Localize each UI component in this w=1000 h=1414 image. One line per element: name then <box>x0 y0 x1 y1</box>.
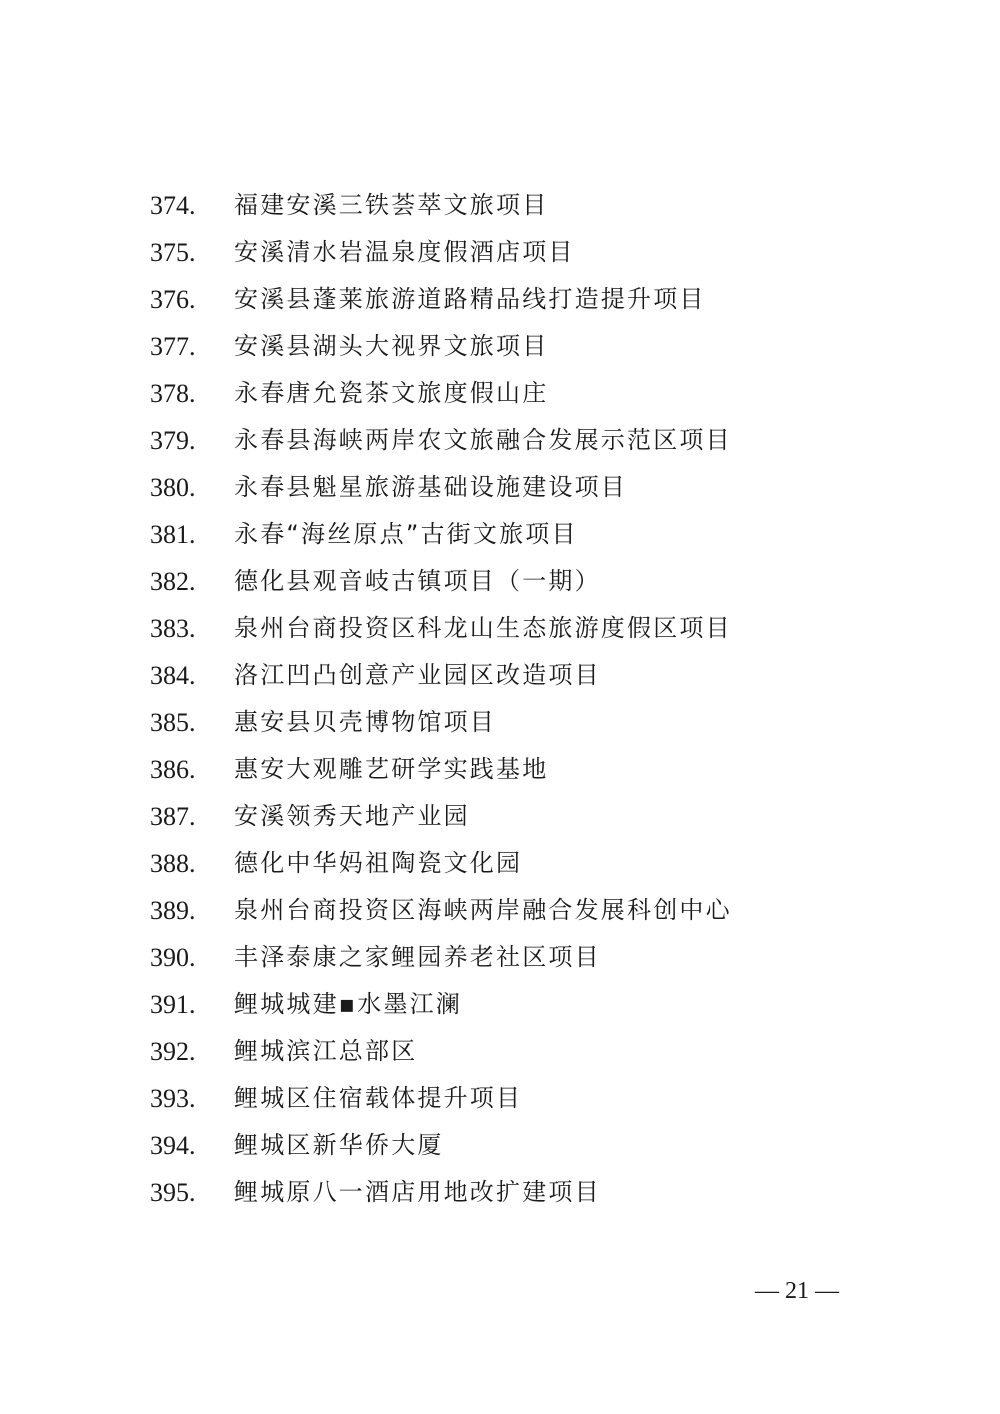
item-title: 永春唐允瓷茶文旅度假山庄 <box>234 379 549 407</box>
item-title: 洛江凹凸创意产业园区改造项目 <box>234 661 601 689</box>
list-item <box>150 370 910 417</box>
item-number: 385. <box>150 708 196 737</box>
list-item <box>150 1028 910 1075</box>
list-item <box>150 1122 910 1169</box>
list-item <box>150 934 910 981</box>
list-item <box>150 840 910 887</box>
list-item <box>150 229 910 276</box>
item-number: 381. <box>150 520 196 549</box>
item-title: 永春县海峡两岸农文旅融合发展示范区项目 <box>234 426 732 454</box>
item-number: 387. <box>150 802 196 831</box>
item-number: 378. <box>150 379 196 408</box>
item-title: 安溪清水岩温泉度假酒店项目 <box>234 238 575 266</box>
list-item <box>150 276 910 323</box>
list-item <box>150 981 910 1028</box>
item-number: 374. <box>150 191 196 220</box>
page-number: — 21 — <box>755 1278 839 1304</box>
list-item <box>150 699 910 746</box>
list-item <box>150 1075 910 1122</box>
item-title: 永春县魁星旅游基础设施建设项目 <box>234 473 627 501</box>
item-number: 375. <box>150 238 196 267</box>
list-item <box>150 417 910 464</box>
item-number: 379. <box>150 426 196 455</box>
item-title: 安溪领秀天地产业园 <box>234 802 470 830</box>
list-item <box>150 464 910 511</box>
item-number: 384. <box>150 661 196 690</box>
item-title: 安溪县湖头大视界文旅项目 <box>234 332 549 360</box>
item-title: 丰泽泰康之家鲤园养老社区项目 <box>234 943 601 971</box>
list-item <box>150 182 910 229</box>
item-number: 390. <box>150 943 196 972</box>
item-number: 386. <box>150 755 196 784</box>
list-item <box>150 323 910 370</box>
item-number: 395. <box>150 1178 196 1207</box>
item-title: 福建安溪三铁荟萃文旅项目 <box>234 191 549 219</box>
item-title: 永春“海丝原点”古街文旅项目 <box>234 520 578 548</box>
item-title: 惠安县贝壳博物馆项目 <box>234 708 496 736</box>
item-title: 泉州台商投资区海峡两岸融合发展科创中心 <box>234 896 732 924</box>
item-number: 383. <box>150 614 196 643</box>
list-item <box>150 511 910 558</box>
item-title: 德化县观音岐古镇项目（一期） <box>234 567 601 595</box>
item-title: 鲤城原八一酒店用地改扩建项目 <box>234 1178 601 1206</box>
item-number: 392. <box>150 1037 196 1066</box>
item-number: 389. <box>150 896 196 925</box>
list-item <box>150 652 910 699</box>
item-number: 391. <box>150 990 196 1019</box>
item-number: 394. <box>150 1131 196 1160</box>
item-title: 鲤城区住宿载体提升项目 <box>234 1084 523 1112</box>
project-list <box>150 182 910 1216</box>
item-title: 泉州台商投资区科龙山生态旅游度假区项目 <box>234 614 732 642</box>
item-number: 376. <box>150 285 196 314</box>
list-item <box>150 558 910 605</box>
item-title: 鲤城滨江总部区 <box>234 1037 418 1065</box>
list-item <box>150 1169 910 1216</box>
item-title: 德化中华妈祖陶瓷文化园 <box>234 849 523 877</box>
item-title: 安溪县蓬莱旅游道路精品线打造提升项目 <box>234 285 706 313</box>
list-item <box>150 605 910 652</box>
item-number: 377. <box>150 332 196 361</box>
list-item <box>150 793 910 840</box>
item-number: 382. <box>150 567 196 596</box>
item-number: 388. <box>150 849 196 878</box>
list-item <box>150 887 910 934</box>
list-item <box>150 746 910 793</box>
item-number: 393. <box>150 1084 196 1113</box>
item-title: 惠安大观雕艺研学实践基地 <box>234 755 549 783</box>
item-title: 鲤城区新华侨大厦 <box>234 1131 444 1159</box>
item-title: 鲤城城建▪水墨江澜 <box>234 990 463 1018</box>
item-number: 380. <box>150 473 196 502</box>
